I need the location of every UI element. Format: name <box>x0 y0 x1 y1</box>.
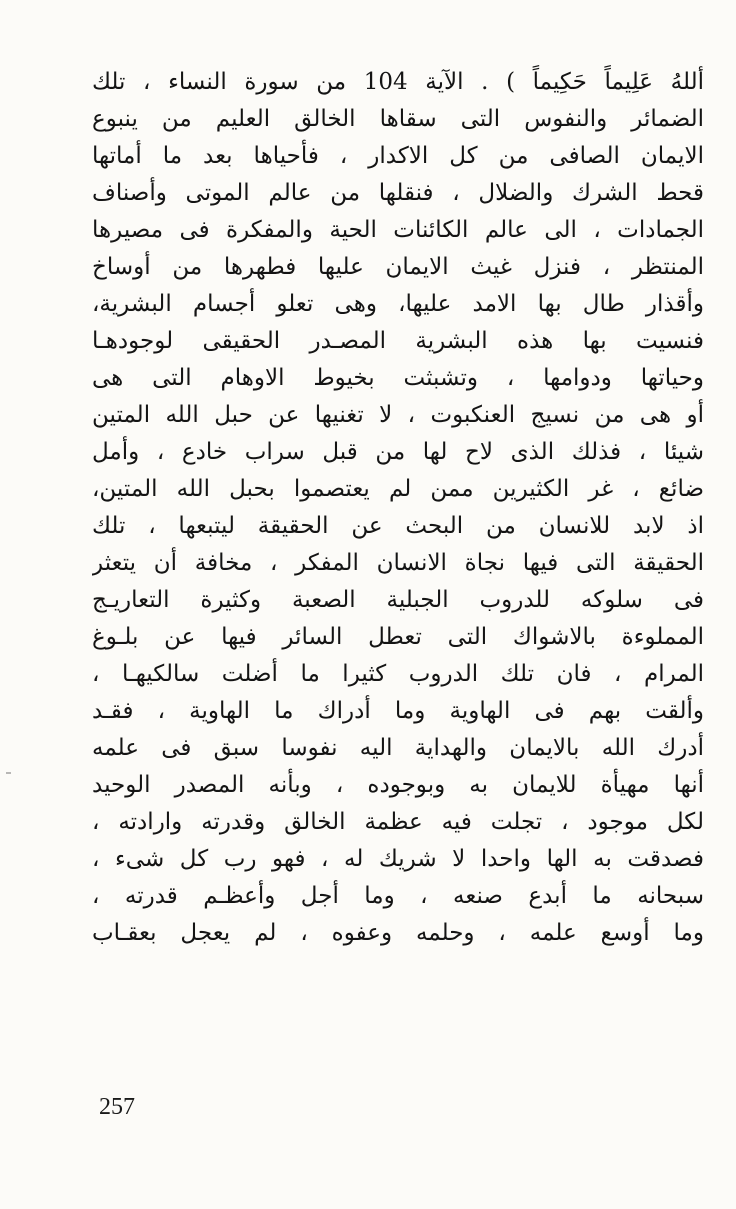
text-line: اذ لابد للانسان من البحث عن الحقيقة ليتبعها ، تلك <box>92 513 704 539</box>
page-number: 257 <box>99 1094 135 1120</box>
text-line: وأقذار طال بها الامد عليها، وهى تعلو أجسام البشرية، <box>92 291 704 317</box>
text-line: أنها مهيأة للايمان به وبوجوده ، وبأنه المصدر الوحيد <box>92 772 704 798</box>
text-line: لكل موجود ، تجلت فيه عظمة الخالق وقدرته وارادته ، <box>92 809 704 835</box>
text-line: ضائع ، غر الكثيرين ممن لم يعتصموا بحبل الله المتين، <box>92 476 704 502</box>
text-line: سبحانه ما أبدع صنعه ، وما أجل وأعظـم قدرته ، <box>92 883 704 909</box>
text-line: الجمادات ، الى عالم الكائنات الحية والمفكرة فى مصيرها <box>92 217 704 243</box>
text-line: أو هى من نسيج العنكبوت ، لا تغنيها عن حبل الله المتين <box>92 402 704 428</box>
text-line: المرام ، فان تلك الدروب كثيرا ما أضلت سالكيهـا ، <box>92 661 704 687</box>
text-line: الحقيقة التى فيها نجاة الانسان المفكر ، مخافة أن يتعثر <box>92 550 704 576</box>
text-line: وحياتها ودوامها ، وتشبثت بخيوط الاوهام التى هى <box>92 365 704 391</box>
text-line: وألقت بهم فى الهاوية وما أدراك ما الهاوية ، فقـد <box>92 698 704 724</box>
text-line: فنسيت بها هذه البشرية المصـدر الحقيقى لوجودهـا <box>92 328 704 354</box>
text-line: أللهُ عَلِيماً حَكِيماً ) . الآية 104 من سورة النساء ، تلك <box>92 69 704 95</box>
text-line: شيئا ، فذلك الذى لاح لها من قبل سراب خادع ، وأمل <box>92 439 704 465</box>
text-line: فصدقت به الها واحدا لا شريك له ، فهو رب كل شىء ، <box>92 846 704 872</box>
text-line: وما أوسع علمه ، وحلمه وعفوه ، لم يعجل بعقـاب <box>92 920 704 946</box>
body-text <box>92 64 704 952</box>
text-line: أدرك الله بالايمان والهداية اليه نفوسا سبق فى علمه <box>92 735 704 761</box>
text-line: المنتظر ، فنزل غيث الايمان عليها فطهرها من أوساخ <box>92 254 704 280</box>
scan-edge-mark <box>6 772 11 774</box>
text-line: الايمان الصافى من كل الاكدار ، فأحياها بعد ما أماتها <box>92 143 704 169</box>
text-line: الضمائر والنفوس التى سقاها الخالق العليم من ينبوع <box>92 106 704 132</box>
text-line: قحط الشرك والضلال ، فنقلها من عالم الموتى وأصناف <box>92 180 704 206</box>
text-line: المملوءة بالاشواك التى تعطل السائر فيها عن بلـوغ <box>92 624 704 650</box>
text-line: فى سلوكه للدروب الجبلية الصعبة وكثيرة التعاريـج <box>92 587 704 613</box>
